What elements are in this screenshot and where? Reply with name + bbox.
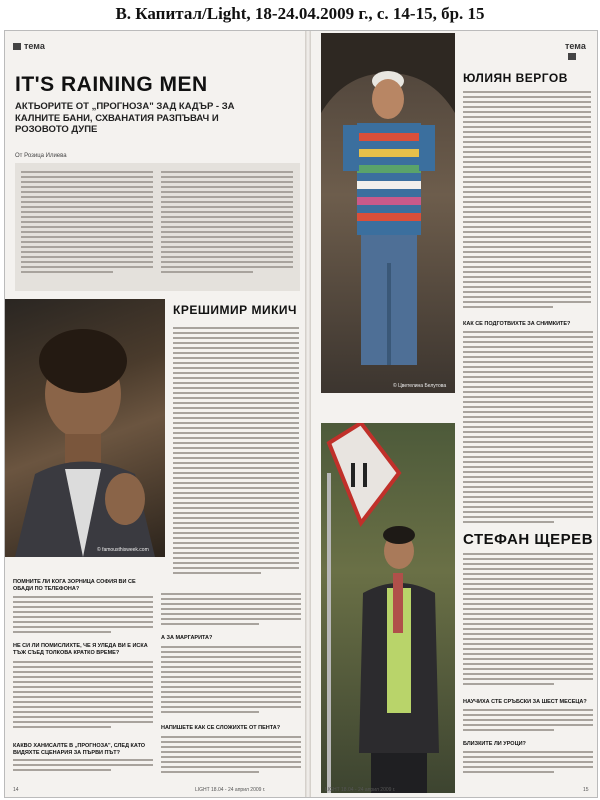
answer-5 xyxy=(161,736,301,782)
answer-4 xyxy=(161,646,301,720)
column-text-shterev xyxy=(463,553,593,693)
column-text-mikich xyxy=(173,327,299,589)
question-5: НАПИШЕТЕ КАК СЕ СЛОЖИХТЕ ОТ ПЕНТА? xyxy=(161,725,281,731)
photo-credit-left: © famousthisweek.com xyxy=(97,547,149,553)
question-3: КАКВО ХАНИСАЛТЕ В „ПРОГНОЗА", СЛЕД КАТО ВИДЯХТЕ СЦЕНАРИЯ ЗА ПЪРВИ ПЪТ? xyxy=(13,743,146,756)
photo-kreshimir-mikich xyxy=(5,299,165,557)
answer-right-1 xyxy=(463,331,593,531)
answer-continued xyxy=(161,593,301,633)
answer-1 xyxy=(13,596,153,640)
heading-stefan-shterev: СТЕФАН ЩЕРЕВ xyxy=(463,531,594,548)
article-subtitle: АКТЬОРИТЕ ОТ „ПРОГНОЗА" ЗАД КАДЪР - ЗА КАЛНИТЕ БАНИ, СХВАНАТИЯ РАЗПЪВАЧ И РОЗОВОТО ДУПЕ xyxy=(15,101,235,135)
question-4: А ЗА МАРГАРИТА? xyxy=(161,635,213,641)
answer-3 xyxy=(13,759,153,781)
photo-yulian-vergov xyxy=(321,33,455,393)
heading-yulian-vergov: ЮЛИЯН ВЕРГОВ xyxy=(463,71,568,85)
section-marker-icon xyxy=(13,43,21,50)
photo-stefan-shterev xyxy=(321,423,455,793)
left-section-text: тема xyxy=(24,41,45,51)
question-2: НЕ СИ ЛИ ПОМИСЛИХТЕ, ЧЕ Я УЛЕДА ВИ Е ИСКА ТЪЖ СЪЕД ТОЛКОВА КРАТКО ВРЕМЕ? xyxy=(13,643,148,656)
portrait-illustration-vergov xyxy=(321,33,455,393)
article-title: IT'S RAINING MEN xyxy=(15,73,208,96)
article-byline: От Розица Илиева xyxy=(15,153,67,159)
question-1: ПОМНИТЕ ЛИ КОГА ЗОРНИЦА СОФИЯ ВИ СЕ ОБАДИ ПО ТЕЛЕФОНА? xyxy=(13,579,136,592)
answer-2 xyxy=(13,661,153,731)
portrait-illustration xyxy=(5,299,165,557)
right-footer-text: LIGHT 18.04 - 24 април 2009 г. xyxy=(325,787,396,793)
intro-block xyxy=(15,163,300,291)
right-page-number: 15 xyxy=(583,787,589,793)
answer-right-2 xyxy=(463,709,593,737)
intro-text-col1 xyxy=(21,171,153,286)
portrait-illustration-shterev xyxy=(321,423,455,793)
intro-text-col2 xyxy=(161,171,293,286)
magazine-spread xyxy=(4,30,598,798)
heading-kreshimir-mikich: КРЕШИМИР МИКИЧ xyxy=(173,303,297,317)
left-section-label xyxy=(13,41,45,51)
source-caption: В. Капитал/Light, 18-24.04.2009 г., с. 14-15, бр. 15 xyxy=(115,4,485,23)
question-right-3: БЛИЗКИТЕ ЛИ УРОЦИ? xyxy=(463,741,526,747)
right-section-label xyxy=(565,41,597,61)
question-right-2: НАУЧИХА СТЕ СРЪБСКИ ЗА ШЕСТ МЕСЕЦА? xyxy=(463,699,587,705)
column-text-vergov xyxy=(463,91,591,316)
section-marker-icon-right xyxy=(568,53,576,60)
right-section-text: тема xyxy=(565,41,586,51)
photo-credit-vergov: © Цветелина Белутова xyxy=(393,383,447,389)
left-page-number: 14 xyxy=(13,787,19,793)
question-right-1: КАК СЕ ПОДГОТВИХТЕ ЗА СНИМКИТЕ? xyxy=(463,321,571,327)
spread-gutter xyxy=(305,31,311,797)
left-footer-text: LIGHT 18.04 - 24 април 2009 г. xyxy=(195,787,266,793)
answer-right-3 xyxy=(463,751,593,779)
